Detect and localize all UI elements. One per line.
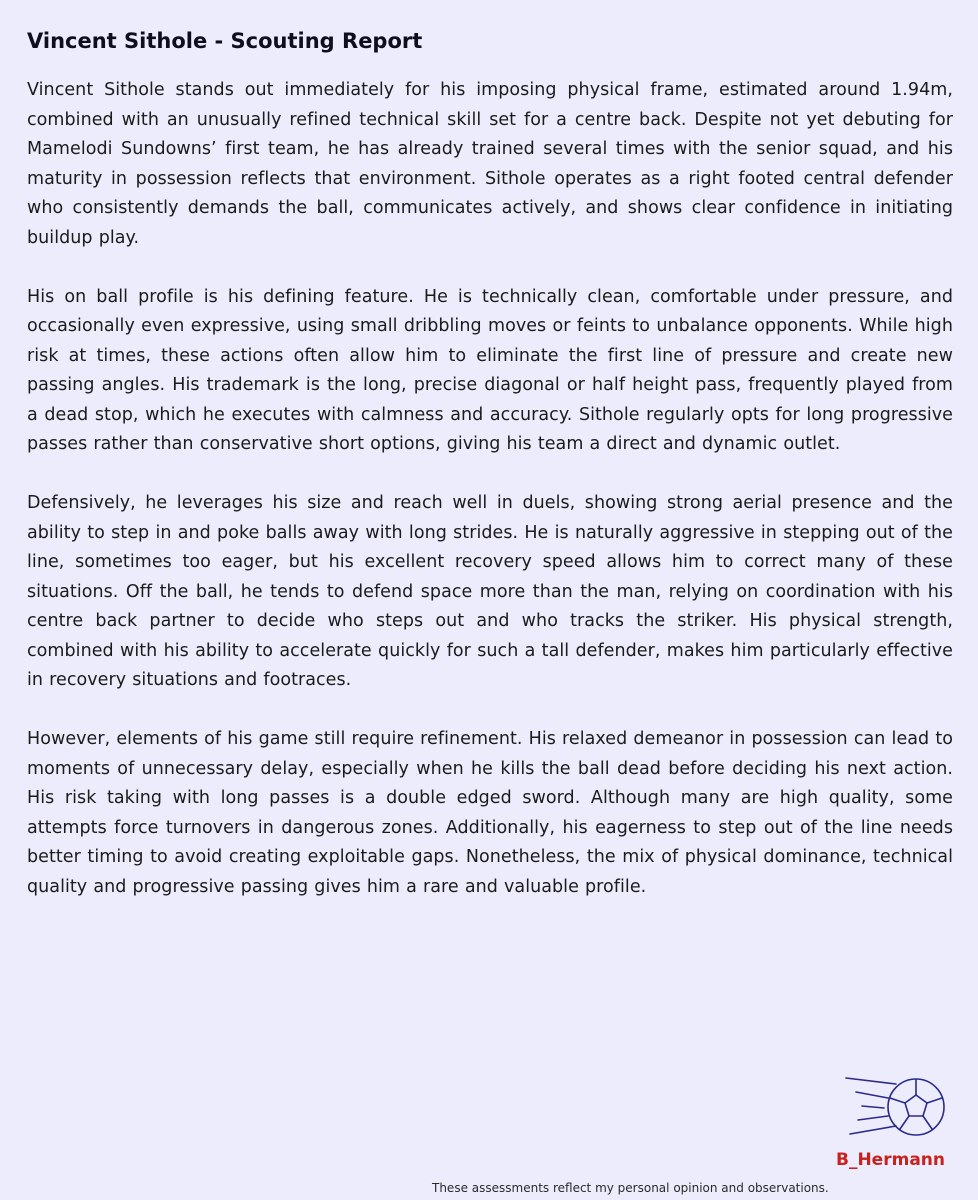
report-body <box>27 76 953 932</box>
football-speed-icon <box>844 1072 954 1142</box>
paragraph-defending: Defensively, he leverages his size and reach well in duels, showing strong aerial presence and the ability to step in and poke balls away with long strides. He is naturally aggressive in stepping out of the line, sometimes too eager, but his excellent recovery speed allows him to correct many of these situations. Off the ball, he tends to defend space more than the man, relying on coordination with his centre back partner to decide who steps out and who tracks the striker. His physical strength, combined with his ability to accelerate quickly for such a tall defender, makes him particularly effective in recovery situations and footraces. <box>27 493 953 690</box>
footer-disclaimer: These assessments reflect my personal opinion and observations. <box>432 1181 829 1195</box>
brand-logo <box>836 1072 956 1172</box>
page-title: Vincent Sithole - Scouting Report <box>27 29 423 53</box>
paragraph-on-ball: His on ball profile is his defining feature. He is technically clean, comfortable under pressure, and occasionally even expressive, using small dribbling moves or feints to unbalance opponents. While high risk at times, these actions often allow him to eliminate the first line of pressure and create new passing angles. His trademark is the long, precise diagonal or half height pass, frequently played from a dead stop, which he executes with calmness and accuracy. Sithole regularly opts for long progressive passes rather than conservative short options, giving his team a direct and dynamic outlet. <box>27 286 953 454</box>
paragraph-overview: Vincent Sithole stands out immediately for his imposing physical frame, estimated around 1.94m, combined with an unusually refined technical skill set for a centre back. Despite not yet debuting for Mamelodi Sundowns’ first team, he has already trained several times with the senior squad, and his maturity in possession reflects that environment. Sithole operates as a right footed central defender who consistently demands the ball, communicates actively, and shows clear confidence in initiating buildup play. <box>27 80 953 248</box>
paragraph-weaknesses: However, elements of his game still require refinement. His relaxed demeanor in possession can lead to moments of unnecessary delay, especially when he kills the ball dead before deciding his next action. His risk taking with long passes is a double edged sword. Although many are high quality, some attempts force turnovers in dangerous zones. Additionally, his eagerness to step out of the line needs better timing to avoid creating exploitable gaps. Nonetheless, the mix of physical dominance, technical quality and progressive passing gives him a rare and valuable profile. <box>27 729 953 897</box>
brand-name: B_Hermann <box>836 1150 945 1170</box>
